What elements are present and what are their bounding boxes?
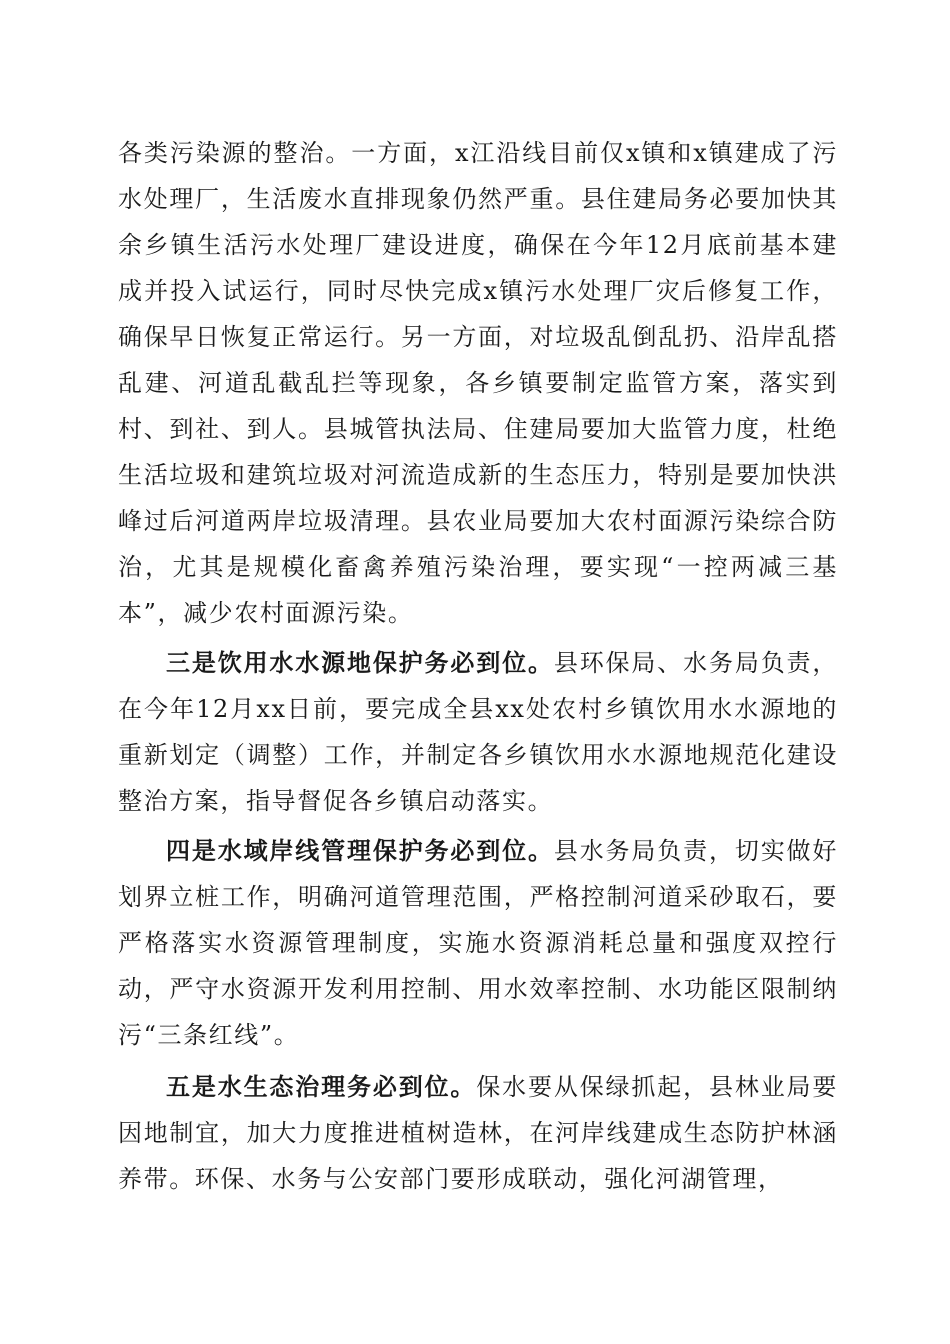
paragraph-text: 县环保局、水务局负责，在今年12月xx日前，要完成全县xx处农村乡镇饮用水水源地的重新划定（调整）工作，并制定各乡镇饮用水水源地规范化建设整治方案，指导督促各乡镇启动落实。	[118, 649, 838, 815]
paragraph-text: 县水务局负责，切实做好划界立桩工作，明确河道管理范围，严格控制河道采砂取石，要严格落实水资源管理制度，实施水资源消耗总量和强度双控行动，严守水资源开发利用控制、用水效率控制、水功能区限制纳污“三条红线”。	[118, 837, 838, 1049]
paragraph-shoreline-management	[118, 828, 838, 1058]
paragraph-heading: 四是水域岸线管理保护务必到位。	[166, 836, 554, 865]
paragraph-pollution-sources	[118, 130, 838, 636]
paragraph-water-ecology	[118, 1064, 838, 1202]
paragraph-heading: 五是水生态治理务必到位。	[166, 1072, 477, 1101]
paragraph-text: 各类污染源的整治。一方面，x江沿线目前仅x镇和x镇建成了污水处理厂，生活废水直排现象仍然严重。县住建局务必要加快其余乡镇生活污水处理厂建设进度，确保在今年12月底前基本建成并投入试运行，同时尽快完成x镇污水处理厂灾后修复工作，确保早日恢复正常运行。另一方面，对垃圾乱倒乱扔、沿岸乱搭乱建、河道乱截乱拦等现象，各乡镇要制定监管方案，落实到村、到社、到人。县城管执法局、住建局要加大监管力度，杜绝生活垃圾和建筑垃圾对河流造成新的生态压力，特别是要加快洪峰过后河道两岸垃圾清理。县农业局要加大农村面源污染综合防治，尤其是规模化畜禽养殖污染治理，要实现“一控两减三基本”，减少农村面源污染。	[118, 139, 838, 627]
document-body	[118, 130, 838, 1202]
paragraph-drinking-water-source	[118, 640, 838, 824]
paragraph-text: 保水要从保绿抓起，县林业局要因地制宜，加大力度推进植树造林，在河岸线建成生态防护林涵养带。环保、水务与公安部门要形成联动，强化河湖管理，	[118, 1073, 839, 1193]
paragraph-heading: 三是饮用水水源地保护务必到位。	[166, 648, 554, 677]
